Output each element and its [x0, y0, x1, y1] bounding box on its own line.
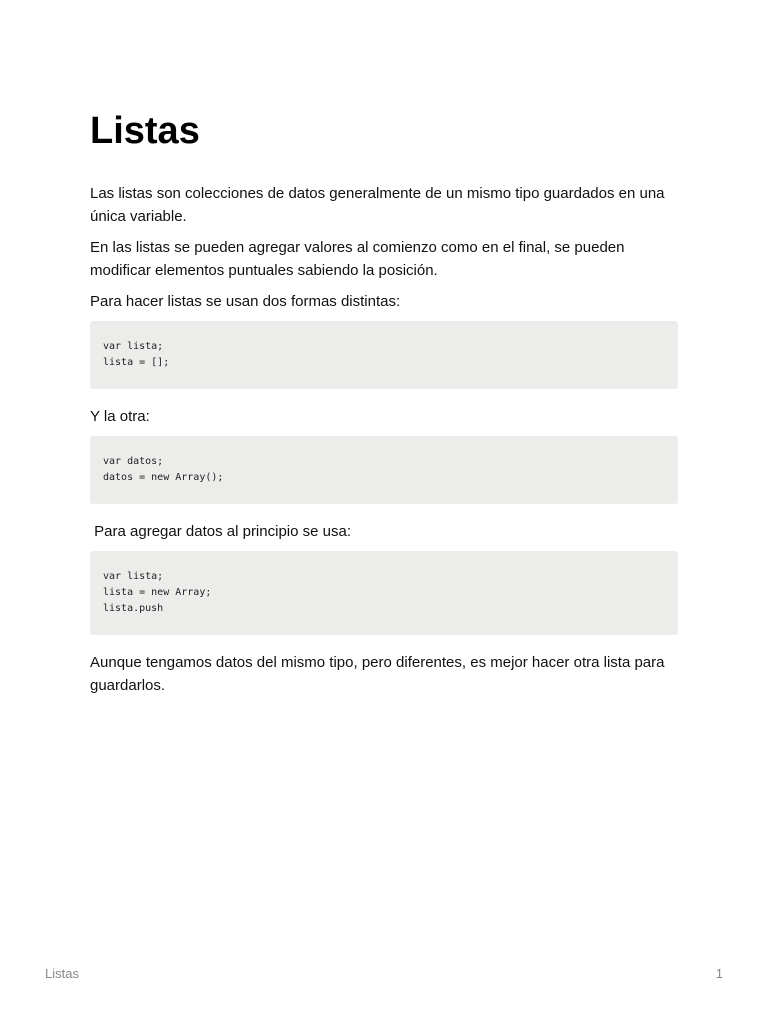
- paragraph-other-form: Y la otra:: [90, 408, 150, 425]
- paragraph-operations: En las listas se pueden agregar valores al comienzo como en el final, se pueden modificar elementos puntuales sabiendo la posición.: [90, 239, 629, 279]
- footer-title: Listas: [45, 966, 79, 981]
- code-line: var lista;: [103, 341, 164, 352]
- page-number: 1: [715, 966, 723, 981]
- code-block-push: [90, 551, 678, 635]
- code-line: lista = [];: [103, 357, 170, 368]
- document-content: [90, 108, 678, 705]
- paragraph-intro: Las listas son colecciones de datos generalmente de un mismo tipo guardados en una única variable.: [90, 185, 669, 225]
- code-line: var lista;: [103, 571, 164, 582]
- page-title: Listas: [90, 110, 200, 152]
- paragraph-conclusion: Aunque tengamos datos del mismo tipo, pero diferentes, es mejor hacer otra lista para guardarlos.: [90, 654, 669, 694]
- paragraph-add-data: Para agregar datos al principio se usa:: [90, 523, 351, 540]
- code-line: lista = new Array;: [103, 587, 212, 598]
- code-line: var datos;: [103, 456, 164, 467]
- code-block-literal: [90, 321, 678, 389]
- code-line: datos = new Array();: [103, 472, 224, 483]
- paragraph-two-forms: Para hacer listas se usan dos formas distintas:: [90, 293, 401, 310]
- code-block-constructor: [90, 436, 678, 504]
- code-line: lista.push: [103, 603, 164, 614]
